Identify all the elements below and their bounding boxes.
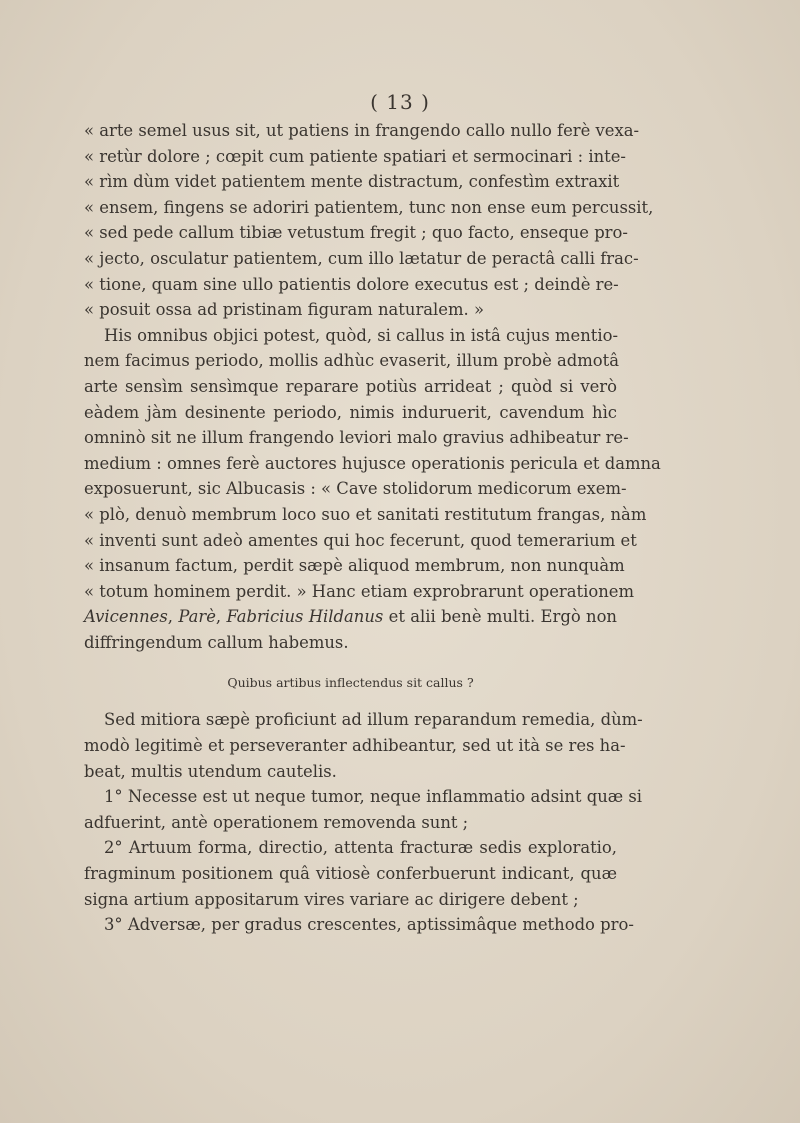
text-line: « sed pede callum tibiæ vetustum fregit ; quo facto, enseque pro- [84, 223, 628, 243]
text-line: arte sensìm sensìmque reparare potiùs arrideat ; quòd si verò [84, 376, 617, 396]
list-item-3 [84, 912, 634, 938]
text-line: modò legitimè et perseveranter adhibeantur, sed ut ità se res ha- [84, 736, 626, 756]
text-line: 2° Artuum forma, directio, attenta fracturæ sedis exploratio, [104, 838, 617, 858]
text-line: « arte semel usus sit, ut patiens in frangendo callo nullo ferè vexa- [84, 121, 640, 140]
text-line: « jecto, osculatur patientem, cum illo lætatur de peractâ calli frac- [84, 248, 639, 268]
text-line: diffringendum callum habemus. [84, 632, 349, 652]
text-line: beat, multis utendum cautelis. [84, 761, 337, 781]
text-line-authors: Avicennes, Parè, Fabricius Hildanus et alii benè multi. Ergò non [84, 607, 617, 627]
text-line: « ensem, fingens se adoriri patientem, tunc non ense eum percussit, [84, 197, 654, 217]
text-line: Sed mitiora sæpè proficiunt ad illum reparandum remedia, dùm- [104, 710, 643, 730]
author-avicennes: Avicennes [84, 607, 168, 627]
text-line: « retùr dolore ; cœpit cum patiente spatiari et sermocinari : inte- [84, 146, 626, 166]
text-line: nem facimus periodo, mollis adhùc evaserit, illum probè admotâ [84, 351, 620, 371]
text-line: « plò, denuò membrum loco suo et sanitati restitutum frangas, nàm [84, 504, 647, 524]
text-line: His omnibus objici potest, quòd, si callus in istâ cujus mentio- [104, 325, 618, 345]
list-item-2 [84, 835, 617, 912]
author-pare: Parè [178, 607, 216, 627]
text-line: omninò sit ne illum frangendo leviori malo gravius adhibeatur re- [84, 428, 629, 448]
text-line: 3° Adversæ, per gradus crescentes, aptissimâque methodo pro- [104, 915, 634, 935]
text-line: 1° Necesse est ut neque tumor, neque inflammatio adsint quæ si [104, 787, 643, 807]
text-line: signa artium appositarum vires variare ac dirigere debent ; [84, 889, 579, 909]
text-line: eàdem jàm desinente periodo, nimis induruerit, cavendum hìc [84, 402, 617, 422]
body-text [84, 118, 661, 938]
paragraph-3 [84, 707, 643, 784]
paragraph-2 [84, 323, 661, 656]
text-line: « posuit ossa ad pristinam figuram naturalem. » [84, 300, 484, 320]
text-line: fragminum positionem quâ vitiosè conferbuerunt indicant, quæ [84, 864, 617, 884]
text-line: medium : omnes ferè auctores hujusce operationis pericula et damna [84, 453, 661, 473]
author-fabricius-hildanus: Fabricius Hildanus [226, 607, 384, 627]
text-line: adfuerint, antè operationem removenda sunt ; [84, 812, 469, 832]
list-item-1 [84, 784, 643, 835]
text-line: « rìm dùm videt patientem mente distractum, confestìm extraxit [84, 172, 620, 192]
section-heading: Quibus artibus inflectendus sit callus ? [227, 675, 474, 691]
paragraph-1 [84, 118, 654, 323]
page-number: ( 13 ) [370, 90, 430, 114]
text-line: « totum hominem perdit. » Hanc etiam exprobrarunt operationem [84, 581, 635, 601]
text-line: exposuerunt, sic Albucasis : « Cave stolidorum medicorum exem- [84, 479, 627, 499]
text-line: « insanum factum, perdit sæpè aliquod membrum, non nunquàm [84, 556, 625, 576]
text-line: « inventi sunt adeò amentes qui hoc fecerunt, quod temerarium et [84, 530, 637, 550]
text-line: « tione, quam sine ullo patientis dolore executus est ; deindè re- [84, 274, 619, 294]
